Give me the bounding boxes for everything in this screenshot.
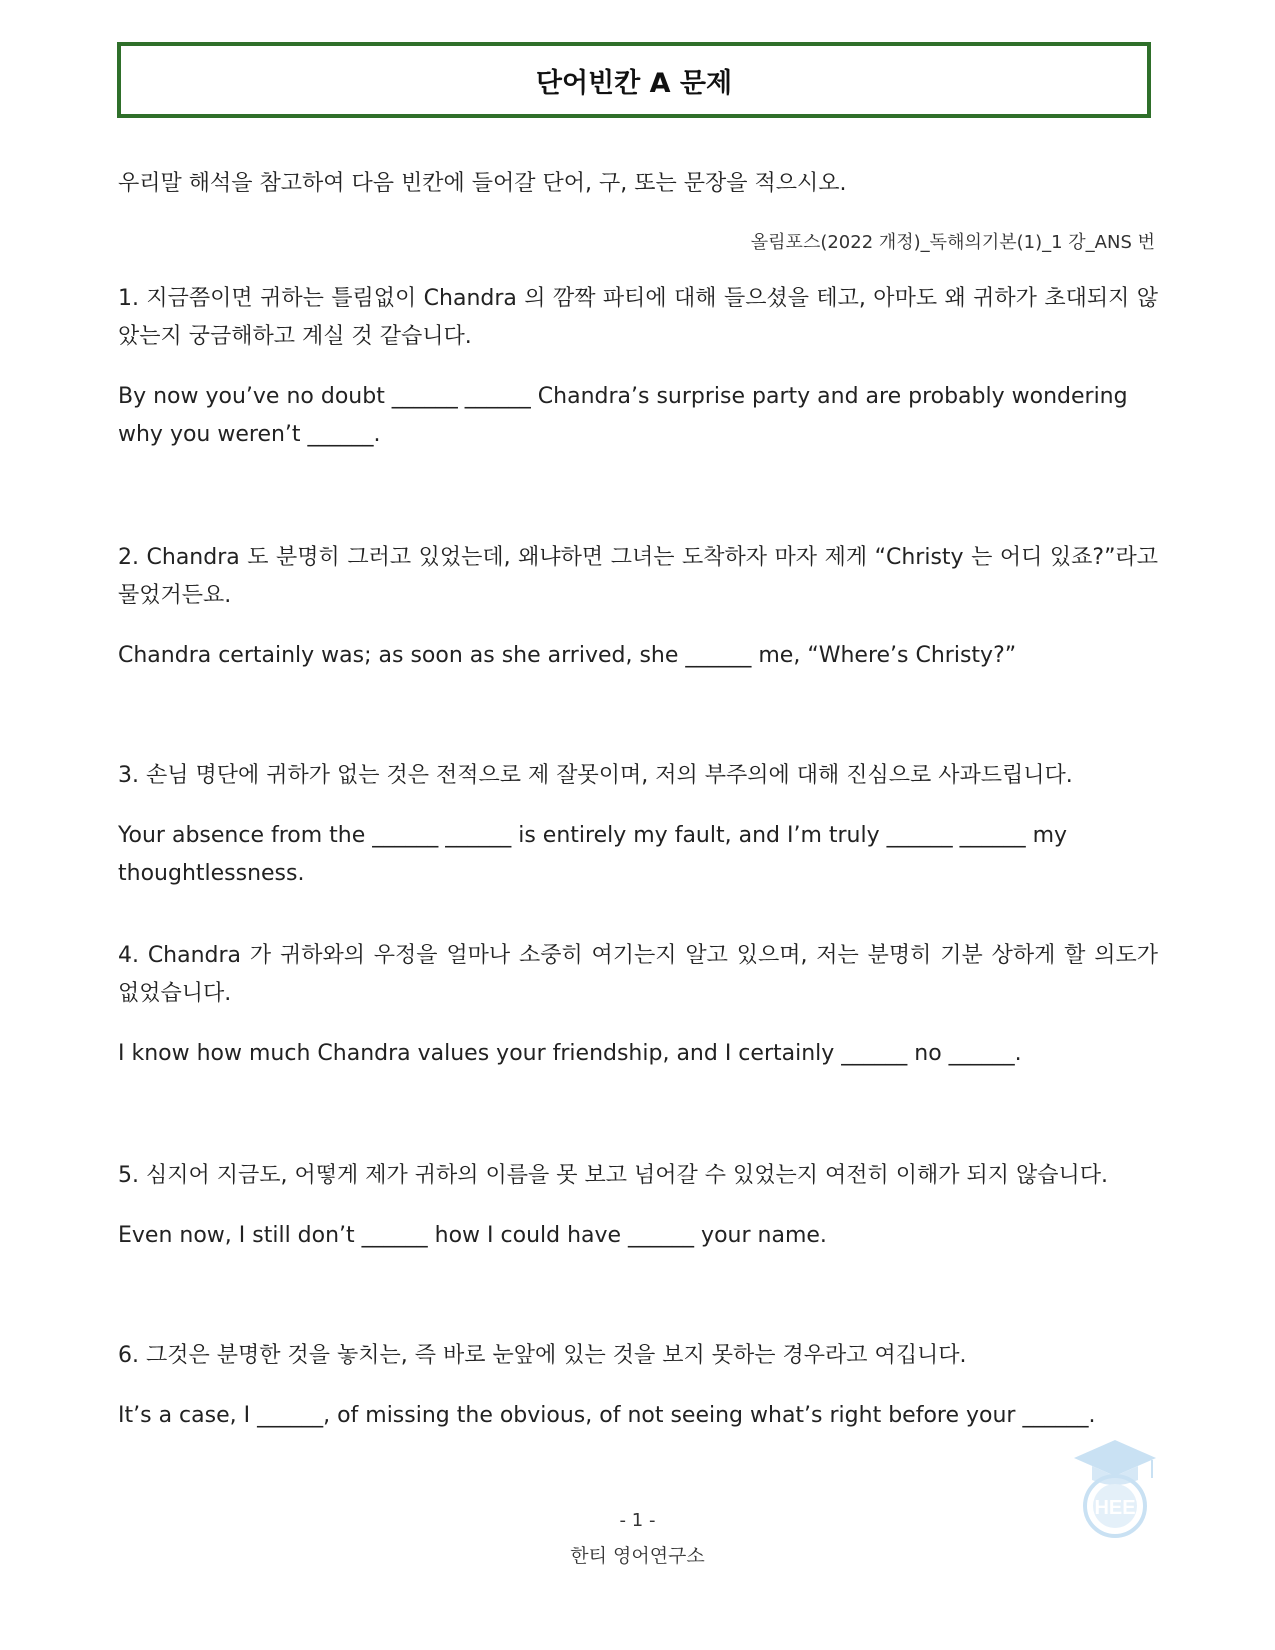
footer-organization: 한티 영어연구소 <box>570 1545 705 1567</box>
question-english: I know how much Chandra values your friendship, and I certainly ______ no ______. <box>118 1041 1022 1066</box>
question-english: By now you’ve no doubt ______ ______ Chandra’s surprise party and are probably wondering why you weren’t ______. <box>118 384 1128 447</box>
question-english: Your absence from the ______ ______ is entirely my fault, and I’m truly ______ ______ my thoughtlessness. <box>118 823 1068 886</box>
question-english: It’s a case, I ______, of missing the obvious, of not seeing what’s right before your ______. <box>118 1403 1096 1428</box>
question-6 <box>118 1337 1158 1435</box>
question-korean: 6. 그것은 분명한 것을 놓치는, 즉 바로 눈앞에 있는 것을 보지 못하는 경우라고 여깁니다. <box>118 1343 967 1368</box>
instruction-text: 우리말 해석을 참고하여 다음 빈칸에 들어갈 단어, 구, 또는 문장을 적으시오. <box>118 171 847 196</box>
question-korean: 1. 지금쯤이면 귀하는 틀림없이 Chandra 의 깜짝 파티에 대해 들으셨을 테고, 아마도 왜 귀하가 초대되지 않았는지 궁금해하고 계실 것 같습니다. <box>118 286 1158 349</box>
question-1 <box>118 280 1158 454</box>
logo-text: HEE <box>1094 1497 1136 1519</box>
question-5 <box>118 1157 1158 1255</box>
source-label: 올림포스(2022 개정)_독해의기본(1)_1 강_ANS 번 <box>750 232 1155 253</box>
question-english: Chandra certainly was; as soon as she arrived, she ______ me, “Where’s Christy?” <box>118 643 1017 668</box>
page-title: 단어빈칸 A 문제 <box>535 67 733 99</box>
graduation-cap-icon <box>1074 1440 1156 1485</box>
question-korean: 3. 손님 명단에 귀하가 없는 것은 전적으로 제 잘못이며, 저의 부주의에 대해 진심으로 사과드립니다. <box>118 763 1073 788</box>
title-box <box>117 42 1151 118</box>
question-4 <box>118 937 1158 1073</box>
question-2 <box>118 539 1158 675</box>
question-korean: 5. 심지어 지금도, 어떻게 제가 귀하의 이름을 못 보고 넘어갈 수 있었는지 여전히 이해가 되지 않습니다. <box>118 1163 1108 1188</box>
question-korean: 2. Chandra 도 분명히 그러고 있었는데, 왜냐하면 그녀는 도착하자 마자 제게 “Christy 는 어디 있죠?”라고 물었거든요. <box>118 545 1158 608</box>
question-3 <box>118 757 1158 893</box>
page-number: - 1 - <box>619 1510 656 1531</box>
question-english: Even now, I still don’t ______ how I could have ______ your name. <box>118 1223 827 1248</box>
question-korean: 4. Chandra 가 귀하와의 우정을 얼마나 소중히 여기는지 알고 있으며, 저는 분명히 기분 상하게 할 의도가 없었습니다. <box>118 943 1158 1006</box>
